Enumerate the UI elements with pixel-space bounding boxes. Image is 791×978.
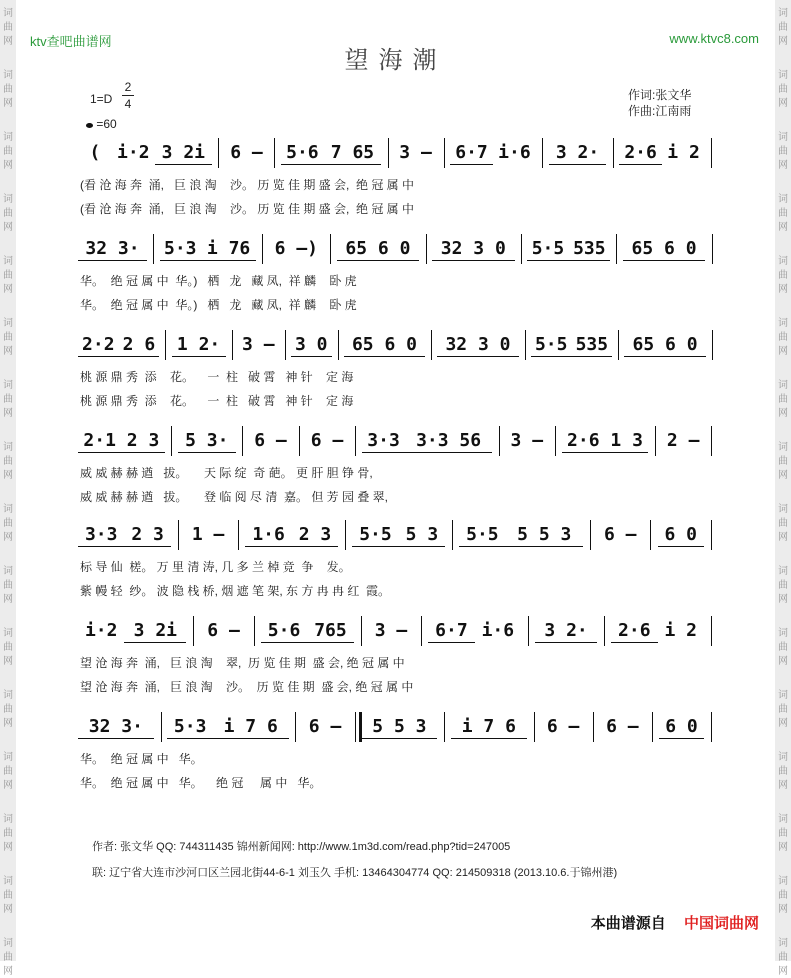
note-group: 6·7 bbox=[450, 142, 493, 165]
watermark-glyph: 网 bbox=[778, 904, 788, 915]
watermark-glyph: 词 bbox=[3, 876, 13, 887]
watermark-glyph: 网 bbox=[3, 222, 13, 233]
watermark-glyph: 网 bbox=[3, 842, 13, 853]
tempo-marking bbox=[86, 117, 117, 131]
note-group: i·2 bbox=[84, 620, 118, 641]
note-group: 5 5 3 bbox=[506, 524, 583, 547]
note-group: 2·1 bbox=[78, 430, 121, 453]
barline bbox=[534, 712, 535, 742]
watermark-glyph: 网 bbox=[3, 160, 13, 171]
note-group: 1 2· bbox=[172, 334, 226, 357]
left-watermark-strip bbox=[0, 0, 16, 977]
notation-line bbox=[78, 328, 728, 370]
right-watermark-strip bbox=[775, 0, 791, 977]
barline bbox=[426, 234, 427, 264]
watermark-glyph: 曲 bbox=[3, 270, 13, 281]
watermark-glyph: 曲 bbox=[778, 828, 788, 839]
watermark-glyph: 网 bbox=[778, 594, 788, 605]
composer: 作曲:江南雨 bbox=[628, 104, 692, 118]
watermark-glyph: 曲 bbox=[778, 394, 788, 405]
note-group: 2·6 bbox=[562, 430, 605, 453]
note-group: 2·6 bbox=[619, 142, 662, 165]
watermark-glyph: 曲 bbox=[778, 146, 788, 157]
watermark-glyph: 词 bbox=[3, 690, 13, 701]
note-group: i 7 6 bbox=[213, 716, 289, 739]
watermark-glyph: 词 bbox=[3, 938, 13, 949]
barline bbox=[711, 616, 712, 646]
watermark-glyph: 曲 bbox=[778, 704, 788, 715]
barline bbox=[361, 616, 362, 646]
barline bbox=[711, 712, 712, 742]
watermark-glyph: 曲 bbox=[778, 766, 788, 777]
barline bbox=[712, 330, 713, 360]
note-group: 6 – bbox=[310, 430, 344, 451]
barline bbox=[444, 712, 445, 742]
watermark-glyph: 词 bbox=[3, 442, 13, 453]
barline bbox=[262, 234, 263, 264]
note-group: 5·6 bbox=[261, 620, 307, 643]
watermark-glyph: 曲 bbox=[778, 208, 788, 219]
barline bbox=[388, 138, 389, 168]
barline bbox=[238, 520, 239, 550]
barline bbox=[711, 426, 712, 456]
watermark-glyph: 词 bbox=[3, 566, 13, 577]
lyric-text: 威 威 赫 赫 遒 拔。 登 临 阅 尽 清 嘉。 但 芳 园 叠 翠, bbox=[80, 490, 389, 504]
note-group: 3·3 bbox=[78, 524, 124, 547]
note-group: 3·3 56 bbox=[405, 430, 492, 453]
note-group: 6 – bbox=[207, 620, 240, 641]
barline bbox=[218, 138, 219, 168]
note-group: i·2 bbox=[117, 142, 150, 163]
note-group: 535 bbox=[569, 238, 610, 261]
lyricist: 作词:张文华 bbox=[628, 88, 692, 102]
watermark-glyph: 词 bbox=[778, 814, 788, 825]
watermark-glyph: 网 bbox=[3, 36, 13, 47]
note-group: 5·3 bbox=[160, 238, 201, 261]
watermark-glyph: 网 bbox=[778, 966, 788, 977]
watermark-glyph: 网 bbox=[3, 408, 13, 419]
watermark-glyph: 词 bbox=[3, 256, 13, 267]
watermark-glyph: 网 bbox=[778, 470, 788, 481]
barline bbox=[178, 520, 179, 550]
watermark-glyph: 网 bbox=[3, 904, 13, 915]
note-group: 6 – bbox=[308, 716, 342, 737]
time-bottom: 4 bbox=[124, 97, 132, 111]
watermark-glyph: 网 bbox=[778, 718, 788, 729]
note-group: 5·6 bbox=[281, 142, 324, 165]
barline bbox=[590, 520, 591, 550]
lyric-text: 望 沧 海 奔 涌, 巨 浪 淘 翠, 历 览 佳 期 盛 会, 绝 冠 属 中 bbox=[80, 656, 405, 670]
barline bbox=[338, 330, 339, 360]
watermark-glyph: 网 bbox=[778, 98, 788, 109]
note-group: 2·2 bbox=[78, 334, 119, 357]
note-group: 5 3· bbox=[178, 430, 236, 453]
note-group: 6 –) bbox=[274, 238, 319, 259]
watermark-glyph: 网 bbox=[3, 346, 13, 357]
lyric-text: 紫 幔 轻 纱。 波 隐 栈 桥, 烟 遮 笔 架, 东 方 冉 冉 红 霞。 bbox=[80, 584, 391, 598]
watermark-glyph: 曲 bbox=[778, 332, 788, 343]
lyric-text: 望 沧 海 奔 涌, 巨 浪 淘 沙。 历 览 佳 期 盛 会, 绝 冠 属 中 bbox=[80, 680, 414, 694]
watermark-glyph: 曲 bbox=[3, 766, 13, 777]
barline bbox=[618, 330, 619, 360]
watermark-glyph: 网 bbox=[778, 656, 788, 667]
watermark-glyph: 曲 bbox=[3, 332, 13, 343]
watermark-glyph: 网 bbox=[3, 284, 13, 295]
barline bbox=[165, 330, 166, 360]
notation-line bbox=[78, 518, 728, 560]
notation-line bbox=[78, 136, 728, 178]
notation-line bbox=[78, 424, 728, 466]
barline bbox=[232, 330, 233, 360]
barline bbox=[616, 234, 617, 264]
note-group: 32 3 0 bbox=[432, 238, 515, 261]
note-group: ( bbox=[89, 142, 101, 163]
note-group: i 76 bbox=[201, 238, 256, 261]
barline bbox=[242, 426, 243, 456]
site-link-right[interactable]: www.ktvc8.com bbox=[669, 31, 759, 46]
barline bbox=[171, 426, 172, 456]
watermark-glyph: 词 bbox=[3, 8, 13, 19]
note-group: 3 2· bbox=[535, 620, 597, 643]
watermark-glyph: 曲 bbox=[778, 952, 788, 963]
watermark-glyph: 词 bbox=[778, 194, 788, 205]
note-group: 5·3 bbox=[167, 716, 212, 739]
watermark-glyph: 词 bbox=[778, 256, 788, 267]
note-group: 2 – bbox=[666, 430, 700, 451]
watermark-glyph: 词 bbox=[778, 876, 788, 887]
barline bbox=[355, 426, 356, 456]
note-group: 6 0 bbox=[658, 524, 704, 547]
barline bbox=[650, 520, 651, 550]
note-group: 5·5 bbox=[527, 238, 568, 261]
note-group: 3·3 bbox=[362, 430, 405, 453]
watermark-glyph: 网 bbox=[778, 222, 788, 233]
barline bbox=[555, 426, 556, 456]
watermark-glyph: 曲 bbox=[3, 642, 13, 653]
note-group: i 2 bbox=[667, 142, 700, 163]
barline bbox=[285, 330, 286, 360]
watermark-glyph: 曲 bbox=[3, 518, 13, 529]
watermark-glyph: 曲 bbox=[3, 828, 13, 839]
lyric-text: 华。 绝 冠 属 中 华。) 栖 龙 藏 凤, 祥 麟 卧 虎 bbox=[80, 274, 357, 288]
note-group: 535 bbox=[572, 334, 613, 357]
source-credit bbox=[591, 912, 759, 933]
watermark-glyph: 网 bbox=[3, 532, 13, 543]
watermark-glyph: 网 bbox=[3, 966, 13, 977]
note-group: 1 3 bbox=[605, 430, 648, 453]
watermark-glyph: 词 bbox=[3, 628, 13, 639]
watermark-glyph: 曲 bbox=[778, 84, 788, 95]
key-signature: 1=D bbox=[90, 92, 113, 106]
watermark-glyph: 网 bbox=[3, 470, 13, 481]
note-group: 32 3· bbox=[78, 716, 154, 739]
notation-line bbox=[78, 614, 728, 656]
note-group: 5·5 bbox=[531, 334, 572, 357]
note-group: 5·5 bbox=[459, 524, 505, 547]
watermark-glyph: 词 bbox=[3, 752, 13, 763]
watermark-glyph: 曲 bbox=[3, 208, 13, 219]
author-contact-line: 作者: 张文华 QQ: 744311435 锦州新闻网: http://www.1m3d.com/read.php?tid=247005 bbox=[92, 841, 511, 853]
barline bbox=[712, 234, 713, 264]
note-group: 1 – bbox=[191, 524, 225, 545]
note-group: 3 – bbox=[399, 142, 432, 163]
watermark-glyph: 曲 bbox=[778, 580, 788, 591]
watermark-glyph: 曲 bbox=[3, 704, 13, 715]
lyric-text: 华。 绝 冠 属 中 华。 绝 冠 属 中 华。 bbox=[80, 776, 322, 790]
note-group: 3 – bbox=[374, 620, 408, 641]
barline bbox=[521, 234, 522, 264]
note-group: 6 – bbox=[254, 430, 287, 451]
notation-line bbox=[78, 710, 728, 752]
source-site-link[interactable]: 中国词曲网 bbox=[683, 915, 759, 932]
watermark-glyph: 曲 bbox=[778, 456, 788, 467]
watermark-glyph: 词 bbox=[778, 628, 788, 639]
watermark-glyph: 词 bbox=[778, 504, 788, 515]
watermark-glyph: 词 bbox=[778, 380, 788, 391]
watermark-glyph: 曲 bbox=[778, 642, 788, 653]
watermark-glyph: 词 bbox=[778, 690, 788, 701]
barline bbox=[711, 138, 712, 168]
watermark-glyph: 曲 bbox=[3, 952, 13, 963]
note-group: 5 3 bbox=[399, 524, 445, 547]
watermark-glyph: 词 bbox=[778, 70, 788, 81]
watermark-glyph: 词 bbox=[3, 504, 13, 515]
watermark-glyph: 词 bbox=[3, 132, 13, 143]
watermark-glyph: 网 bbox=[3, 98, 13, 109]
source-label: 本曲谱源自 bbox=[590, 915, 666, 932]
barline bbox=[528, 616, 529, 646]
watermark-glyph: 词 bbox=[3, 194, 13, 205]
note-group: 6 – bbox=[230, 142, 263, 163]
lyric-text: 华。 绝 冠 属 中 华。 bbox=[80, 752, 203, 766]
barline bbox=[542, 138, 543, 168]
barline bbox=[345, 520, 346, 550]
lyric-text: 威 威 赫 赫 遒 拔。 天 际 绽 奇 葩。 更 肝 胆 铮 骨, bbox=[80, 466, 373, 480]
note-group: 5 5 3 bbox=[362, 716, 438, 739]
note-group: 5·5 bbox=[352, 524, 398, 547]
note-group: 65 6 0 bbox=[624, 334, 705, 357]
barline bbox=[295, 712, 296, 742]
note-group: 6·7 bbox=[428, 620, 474, 643]
watermark-glyph: 词 bbox=[778, 752, 788, 763]
note-group: 7 65 bbox=[324, 142, 381, 165]
watermark-glyph: 曲 bbox=[778, 270, 788, 281]
watermark-glyph: 网 bbox=[778, 160, 788, 171]
address-contact-line: 联: 辽宁省大连市沙河口区兰园北街44-6-1 刘玉久 手机: 13464304774 QQ: 214509318 (2013.10.6.于锦州港) bbox=[92, 867, 618, 879]
barline bbox=[254, 616, 255, 646]
lyric-text: (看 沧 海 奔 涌, 巨 浪 淘 沙。 历 览 佳 期 盛 会, 绝 冠 属 中 bbox=[80, 202, 415, 216]
barline bbox=[593, 712, 594, 742]
watermark-glyph: 词 bbox=[778, 938, 788, 949]
watermark-glyph: 曲 bbox=[778, 518, 788, 529]
note-group: 6 0 bbox=[659, 716, 704, 739]
note-group: 3 2i bbox=[155, 142, 212, 165]
note-group: 6 – bbox=[603, 524, 637, 545]
lyric-text: 桃 源 鼎 秀 添 花。 一 柱 破 霄 神 针 定 海 bbox=[80, 394, 354, 408]
note-group: 3 2· bbox=[549, 142, 606, 165]
barline bbox=[330, 234, 331, 264]
watermark-glyph: 曲 bbox=[778, 890, 788, 901]
note-group: 2·6 bbox=[611, 620, 657, 643]
time-top: 2 bbox=[124, 80, 132, 94]
note-group: 65 6 0 bbox=[623, 238, 706, 261]
notation-line bbox=[78, 232, 728, 274]
watermark-glyph: 曲 bbox=[3, 22, 13, 33]
note-group: i·6 bbox=[498, 142, 531, 163]
note-group: 65 6 0 bbox=[337, 238, 420, 261]
watermark-glyph: 网 bbox=[778, 532, 788, 543]
watermark-glyph: 曲 bbox=[3, 890, 13, 901]
watermark-glyph: 网 bbox=[778, 408, 788, 419]
note-group: 1·6 bbox=[245, 524, 291, 547]
watermark-glyph: 网 bbox=[3, 656, 13, 667]
note-group: 6 – bbox=[546, 716, 580, 737]
barline bbox=[153, 234, 154, 264]
note-group: 3 0 bbox=[291, 334, 332, 357]
watermark-glyph: 曲 bbox=[3, 456, 13, 467]
barline bbox=[161, 712, 162, 742]
note-group: 2 6 bbox=[119, 334, 160, 357]
note-group: 6 – bbox=[606, 716, 639, 737]
barline bbox=[525, 330, 526, 360]
barline bbox=[452, 520, 453, 550]
watermark-glyph: 网 bbox=[778, 842, 788, 853]
barline bbox=[299, 426, 300, 456]
watermark-glyph: 词 bbox=[3, 318, 13, 329]
barline bbox=[652, 712, 653, 742]
quarter-note-icon bbox=[86, 123, 93, 128]
song-title: 望海潮 bbox=[344, 48, 447, 74]
watermark-glyph: 词 bbox=[3, 814, 13, 825]
note-group: i 7 6 bbox=[451, 716, 527, 739]
watermark-glyph: 曲 bbox=[3, 146, 13, 157]
watermark-glyph: 词 bbox=[778, 132, 788, 143]
site-link-left[interactable]: ktv查吧曲谱网 bbox=[30, 34, 112, 49]
barline bbox=[613, 138, 614, 168]
lyric-text: 华。 绝 冠 属 中 华。) 栖 龙 藏 凤, 祥 麟 卧 虎 bbox=[80, 298, 357, 312]
note-group: 2 3 bbox=[124, 524, 170, 547]
note-group: 2 3 bbox=[292, 524, 338, 547]
barline bbox=[444, 138, 445, 168]
watermark-glyph: 词 bbox=[3, 70, 13, 81]
barline bbox=[655, 426, 656, 456]
note-group: 65 6 0 bbox=[344, 334, 425, 357]
watermark-glyph: 网 bbox=[3, 780, 13, 791]
watermark-glyph: 曲 bbox=[3, 580, 13, 591]
watermark-glyph: 曲 bbox=[778, 22, 788, 33]
note-group: 765 bbox=[307, 620, 353, 643]
tempo-value: =60 bbox=[96, 117, 117, 131]
watermark-glyph: 曲 bbox=[3, 84, 13, 95]
lyric-text: 桃 源 鼎 秀 添 花。 一 柱 破 霄 神 针 定 海 bbox=[80, 370, 354, 384]
note-group: 3 – bbox=[242, 334, 275, 355]
note-group: i 2 bbox=[664, 620, 697, 641]
watermark-glyph: 网 bbox=[778, 36, 788, 47]
watermark-glyph: 词 bbox=[778, 8, 788, 19]
lyric-text: 标 导 仙 槎。 万 里 清 涛, 几 多 兰 棹 竞 争 发。 bbox=[80, 560, 351, 574]
note-group: 3 – bbox=[510, 430, 544, 451]
barline bbox=[499, 426, 500, 456]
barline bbox=[431, 330, 432, 360]
barline bbox=[421, 616, 422, 646]
watermark-glyph: 词 bbox=[778, 318, 788, 329]
watermark-glyph: 网 bbox=[3, 718, 13, 729]
watermark-glyph: 词 bbox=[778, 566, 788, 577]
lyric-text: (看 沧 海 奔 涌, 巨 浪 淘 沙。 历 览 佳 期 盛 会, 绝 冠 属 中 bbox=[80, 178, 415, 192]
note-group: 32 3· bbox=[78, 238, 147, 261]
note-group: 32 3 0 bbox=[437, 334, 518, 357]
watermark-glyph: 网 bbox=[778, 346, 788, 357]
note-group: 2 3 bbox=[121, 430, 164, 453]
watermark-glyph: 网 bbox=[778, 780, 788, 791]
watermark-glyph: 词 bbox=[778, 442, 788, 453]
barline bbox=[193, 616, 194, 646]
watermark-glyph: 网 bbox=[3, 594, 13, 605]
note-group: 3 2i bbox=[124, 620, 186, 643]
note-group: i·6 bbox=[481, 620, 515, 641]
barline bbox=[711, 520, 712, 550]
watermark-glyph: 网 bbox=[778, 284, 788, 295]
time-signature bbox=[122, 80, 134, 111]
watermark-glyph: 词 bbox=[3, 380, 13, 391]
barline bbox=[604, 616, 605, 646]
barline bbox=[274, 138, 275, 168]
watermark-glyph: 曲 bbox=[3, 394, 13, 405]
